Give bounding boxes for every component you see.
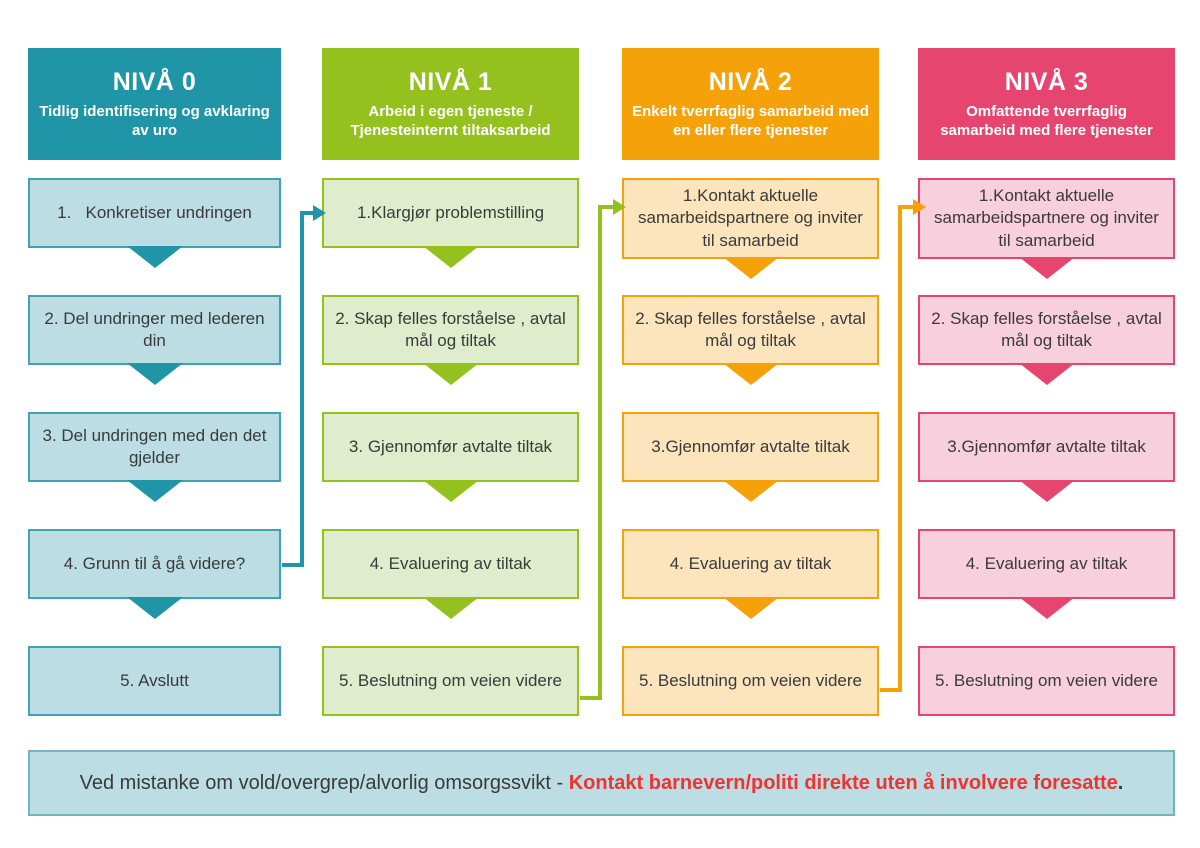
down-arrow-icon (723, 597, 779, 619)
step-box: 5. Beslutning om veien videre (322, 646, 579, 716)
step-box: 1.Klargjør problemstilling (322, 178, 579, 248)
step-slot (322, 412, 579, 529)
step-slot (918, 295, 1175, 412)
column-header-nivaa-2 (622, 48, 879, 160)
down-arrow-icon (423, 597, 479, 619)
down-arrow-icon (127, 363, 183, 385)
down-arrow-icon (423, 363, 479, 385)
step-box: 5. Beslutning om veien videre (918, 646, 1175, 716)
step-slot (918, 178, 1175, 295)
warning-text (80, 772, 1124, 795)
step-box: 4. Grunn til å gå videre? (28, 529, 281, 599)
step-box: 3.Gjennomfør avtalte tiltak (918, 412, 1175, 482)
column-subtitle: Arbeid i egen tjeneste / Tjenesteinternt tiltaksarbeid (350, 102, 551, 139)
step-box: 4. Evaluering av tiltak (622, 529, 879, 599)
step-slot (28, 178, 281, 295)
step-slot (28, 412, 281, 529)
step-box: 2. Skap felles forståelse , avtal mål og tiltak (622, 295, 879, 365)
step-box: 4. Evaluering av tiltak (322, 529, 579, 599)
step-box: 1. Konkretiser undringen (28, 178, 281, 248)
step-slot (28, 529, 281, 646)
step-slot (622, 412, 879, 529)
down-arrow-icon (1019, 597, 1075, 619)
connector-nivaa1-to-nivaa2 (580, 199, 626, 698)
column-nivaa-1 (322, 48, 579, 763)
connector-nivaa0-to-nivaa1 (282, 205, 326, 565)
step-slot (918, 529, 1175, 646)
step-slot (28, 295, 281, 412)
column-nivaa-0 (28, 48, 281, 763)
down-arrow-icon (1019, 363, 1075, 385)
step-box: 2. Skap felles forståelse , avtal mål og tiltak (918, 295, 1175, 365)
warning-text-highlight: Kontakt barnevern/politi direkte uten å involvere foresatte (568, 771, 1118, 794)
step-box: 3.Gjennomfør avtalte tiltak (622, 412, 879, 482)
step-slot (622, 178, 879, 295)
column-title: NIVÅ 1 (408, 67, 493, 96)
column-header-nivaa-3 (918, 48, 1175, 160)
column-title: NIVÅ 2 (708, 67, 793, 96)
step-slot (918, 646, 1175, 763)
down-arrow-icon (723, 257, 779, 279)
step-box: 3. Gjennomfør avtalte tiltak (322, 412, 579, 482)
column-subtitle: Omfattende tverrfaglig samarbeid med flere tjenester (940, 102, 1153, 139)
step-box: 5. Beslutning om veien videre (622, 646, 879, 716)
column-nivaa-2 (622, 48, 879, 763)
step-slot (322, 295, 579, 412)
step-box: 2. Del undringer med lederen din (28, 295, 281, 365)
step-slot (28, 646, 281, 763)
down-arrow-icon (127, 480, 183, 502)
step-slot (322, 646, 579, 763)
step-slot (918, 412, 1175, 529)
step-box: 1.Kontakt aktuelle samarbeidspartnere og inviter til samarbeid (622, 178, 879, 259)
step-box: 2. Skap felles forståelse , avtal mål og tiltak (322, 295, 579, 365)
down-arrow-icon (1019, 480, 1075, 502)
step-slot (322, 529, 579, 646)
down-arrow-icon (723, 480, 779, 502)
down-arrow-icon (127, 246, 183, 268)
step-box: 3. Del undringen med den det gjelder (28, 412, 281, 482)
step-slot (622, 295, 879, 412)
step-slot (622, 646, 879, 763)
step-box: 5. Avslutt (28, 646, 281, 716)
step-slot (322, 178, 579, 295)
column-subtitle: Tidlig identifisering og avklaring av uro (39, 102, 270, 139)
down-arrow-icon (127, 597, 183, 619)
warning-banner (28, 750, 1175, 816)
column-header-nivaa-1 (322, 48, 579, 160)
warning-text-suffix: . (1117, 771, 1124, 794)
step-slot (622, 529, 879, 646)
column-nivaa-3 (918, 48, 1175, 763)
down-arrow-icon (423, 480, 479, 502)
step-box: 1.Kontakt aktuelle samarbeidspartnere og inviter til samarbeid (918, 178, 1175, 259)
column-title: NIVÅ 0 (112, 67, 197, 96)
down-arrow-icon (1019, 257, 1075, 279)
step-box: 4. Evaluering av tiltak (918, 529, 1175, 599)
column-header-nivaa-0 (28, 48, 281, 160)
down-arrow-icon (423, 246, 479, 268)
warning-text-prefix: Ved mistanke om vold/overgrep/alvorlig omsorgssvikt - (79, 771, 569, 794)
column-title: NIVÅ 3 (1004, 67, 1089, 96)
down-arrow-icon (723, 363, 779, 385)
column-subtitle: Enkelt tverrfaglig samarbeid med en eller flere tjenester (632, 102, 869, 139)
